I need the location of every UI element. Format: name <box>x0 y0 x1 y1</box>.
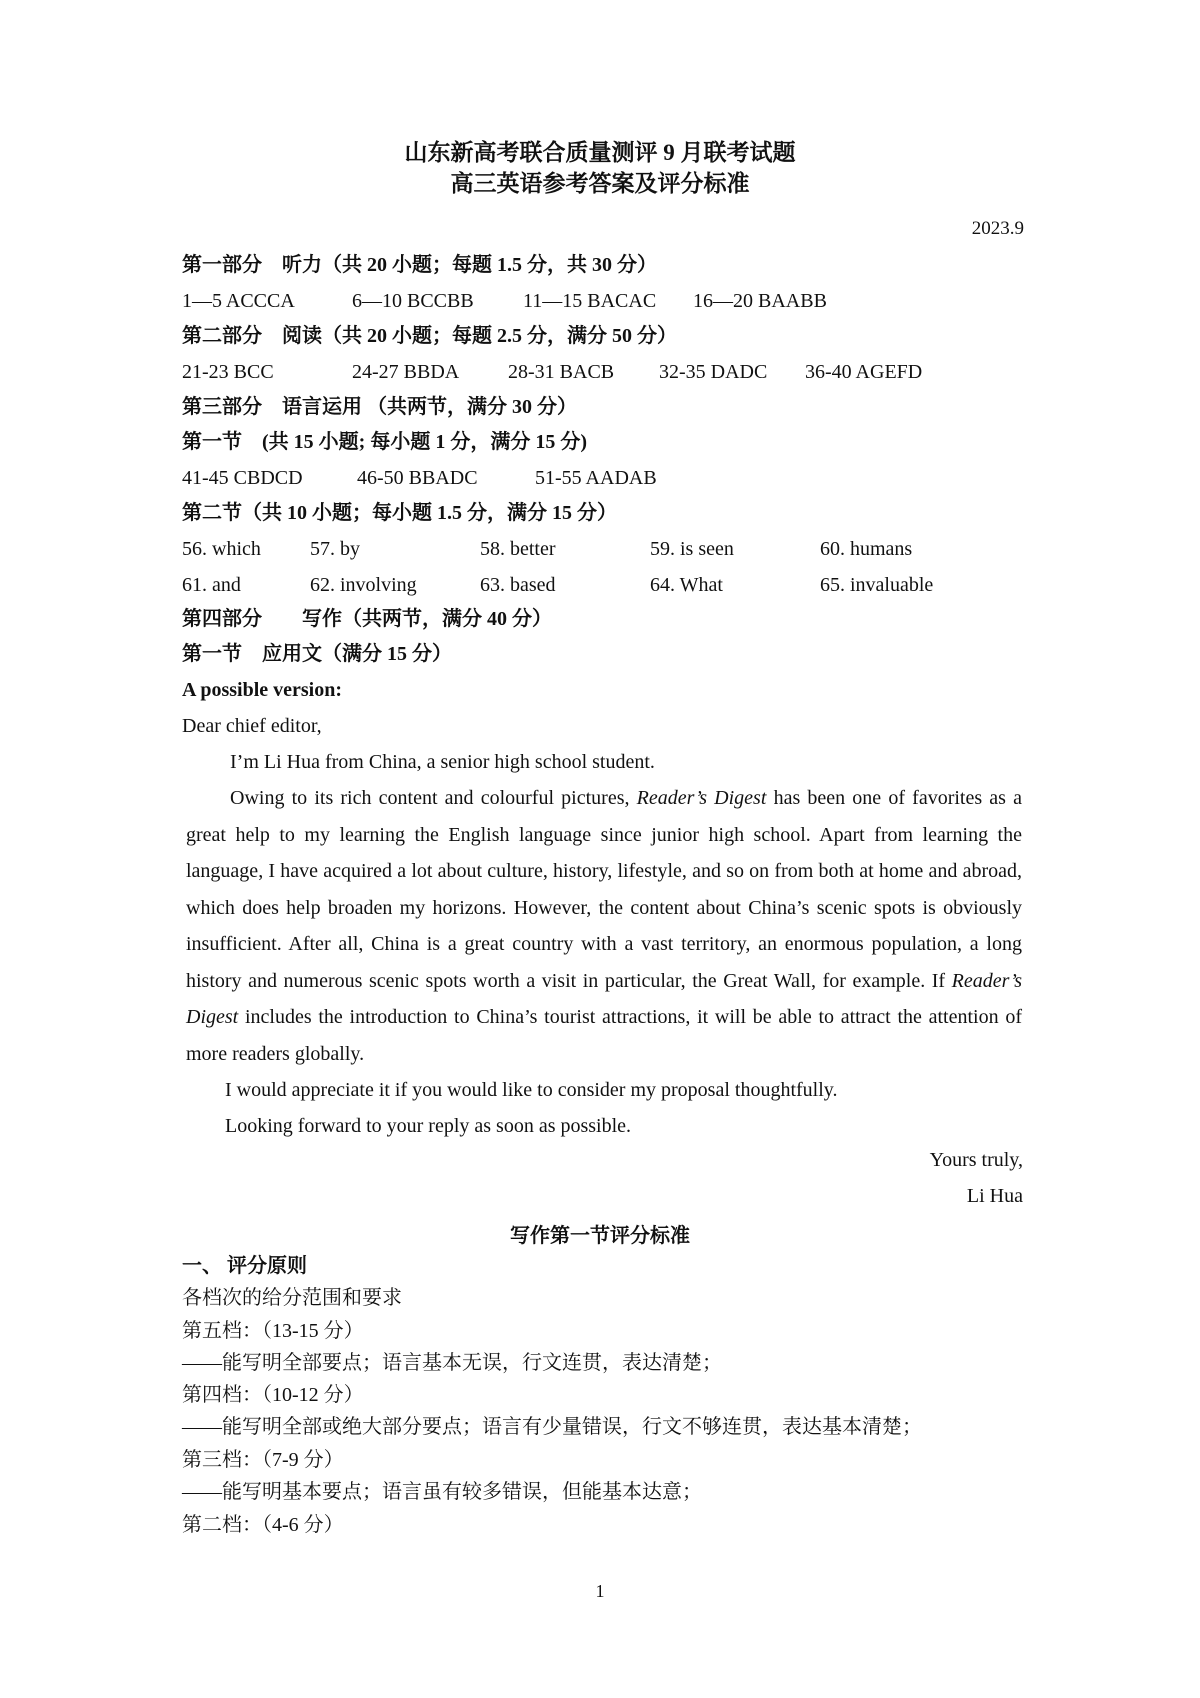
part3-section1-answer: 41-45 CBDCD <box>182 467 303 489</box>
grading-intro: 各档次的给分范围和要求 <box>182 1287 402 1309</box>
grade-level-label: 第四档：（10-12 分） <box>182 1384 364 1406</box>
magazine-title: Reader’s Digest <box>186 969 1022 1028</box>
letter-closing: Yours truly, <box>929 1149 1023 1171</box>
part3-section2-heading: 第二节（共 10 小题；每小题 1.5 分，满分 15 分） <box>182 502 617 524</box>
grade-level-desc: ——能写明全部要点；语言基本无误，行文连贯，表达清楚； <box>182 1352 722 1374</box>
part1-answer: 16—20 BAABB <box>693 290 827 312</box>
cloze-answer: 60. humans <box>820 538 913 560</box>
cloze-answer: 61. and <box>182 574 241 596</box>
part3-heading: 第三部分 语言运用 （共两节，满分 30 分） <box>182 396 577 418</box>
part2-answer: 28-31 BACB <box>508 361 615 383</box>
part2-answer: 32-35 DADC <box>659 361 768 383</box>
cloze-answer: 57. by <box>310 538 360 560</box>
grading-principle-heading: 一、 评分原则 <box>182 1255 307 1277</box>
part4-heading: 第四部分 写作（共两节，满分 40 分） <box>182 608 552 630</box>
part2-answer: 24-27 BBDA <box>352 361 460 383</box>
document-subtitle: 高三英语参考答案及评分标准 <box>450 171 750 196</box>
part2-answer: 21-23 BCC <box>182 361 274 383</box>
cloze-answer: 63. based <box>480 574 556 596</box>
cloze-answer: 56. which <box>182 538 261 560</box>
grade-level-label: 第五档：（13-15 分） <box>182 1320 364 1342</box>
cloze-answer: 65. invaluable <box>820 574 934 596</box>
page-number: 1 <box>595 1581 605 1601</box>
grading-title: 写作第一节评分标准 <box>510 1225 690 1247</box>
part1-answer: 11—15 BACAC <box>523 290 657 312</box>
letter-paragraph-4: Looking forward to your reply as soon as possible. <box>225 1115 632 1137</box>
document-title: 山东新高考联合质量测评 9 月联考试题 <box>404 140 796 165</box>
cloze-answer: 64. What <box>650 574 723 596</box>
letter-salutation: Dear chief editor, <box>182 715 322 737</box>
cloze-answer: 62. involving <box>310 574 417 596</box>
cloze-answer: 59. is seen <box>650 538 734 560</box>
part3-section1-answer: 51-55 AADAB <box>535 467 657 489</box>
grade-level-desc: ——能写明基本要点；语言虽有较多错误，但能基本达意； <box>182 1481 702 1503</box>
grade-level-label: 第二档：（4-6 分） <box>182 1514 344 1536</box>
grade-level-label: 第三档：（7-9 分） <box>182 1449 344 1471</box>
part1-answer: 6—10 BCCBB <box>352 290 474 312</box>
part2-answer: 36-40 AGEFD <box>805 361 923 383</box>
grade-level-desc: ——能写明全部或绝大部分要点；语言有少量错误，行文不够连贯，表达基本清楚； <box>182 1416 922 1438</box>
version-label: A possible version: <box>182 679 343 701</box>
part2-heading: 第二部分 阅读（共 20 小题；每题 2.5 分，满分 50 分） <box>182 325 677 347</box>
magazine-title: Reader’s Digest <box>636 787 767 809</box>
part3-section1-answer: 46-50 BBADC <box>357 467 478 489</box>
part3-section1-heading: 第一节 (共 15 小题; 每小题 1 分，满分 15 分) <box>182 431 587 453</box>
letter-paragraph-1: I’m Li Hua from China, a senior high school student. <box>230 751 655 773</box>
part1-answer: 1—5 ACCCA <box>182 290 295 312</box>
letter-paragraph-2: Owing to its rich content and colourful pictures, Reader’s Digest has been one of favorites as a great help to my learning the English language since junior high school. Apart from learning the language, I have acquired a lot about culture, history, lifestyle, and so on from both at home and abroad, which does help broaden my horizons. However, the content about China’s scenic spots is obviously insufficient. After all, China is a great country with a vast territory, an enormous population, a long history and numerous scenic spots worth a visit in particular, the Great Wall, for example. If Reader’s Digest includes the introduction to China’s tourist attractions, it will be able to attract the attention of more readers globally. <box>186 787 1022 1065</box>
part1-heading: 第一部分 听力（共 20 小题；每题 1.5 分，共 30 分） <box>182 254 657 276</box>
part4-section1-heading: 第一节 应用文（满分 15 分） <box>182 643 452 665</box>
letter-paragraph-3: I would appreciate it if you would like to consider my proposal thoughtfully. <box>225 1079 838 1101</box>
document-date: 2023.9 <box>971 218 1024 239</box>
letter-signature: Li Hua <box>966 1185 1023 1207</box>
cloze-answer: 58. better <box>480 538 556 560</box>
